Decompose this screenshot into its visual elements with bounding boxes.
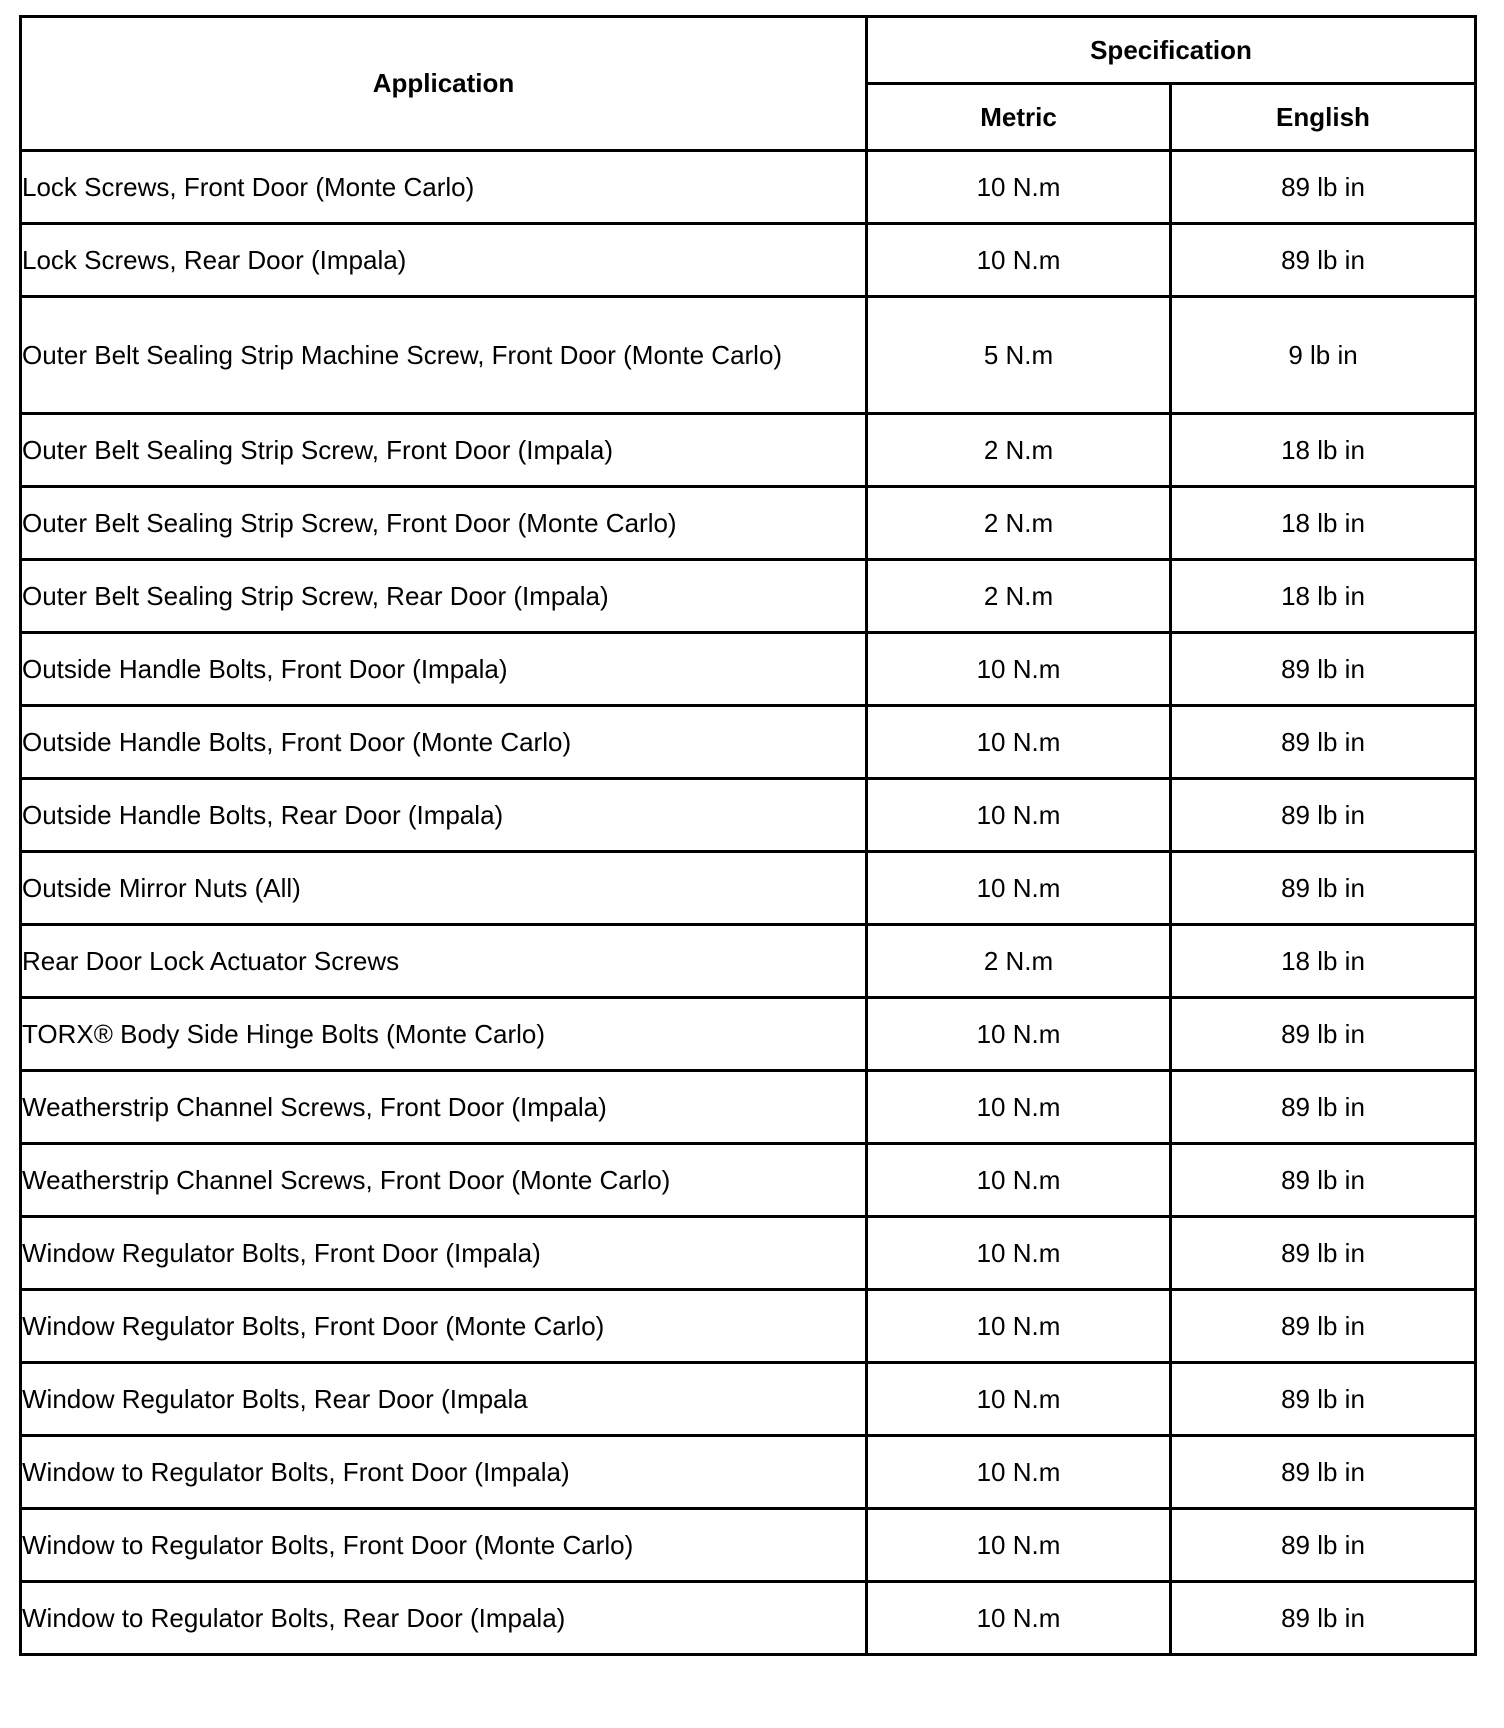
- torque-spec-table: [19, 15, 1477, 1656]
- metric-cell: 10 N.m: [867, 1144, 1171, 1217]
- metric-cell: 10 N.m: [867, 998, 1171, 1071]
- english-cell: 89 lb in: [1171, 1509, 1476, 1582]
- english-cell: 18 lb in: [1171, 414, 1476, 487]
- english-cell: 89 lb in: [1171, 1144, 1476, 1217]
- specification-header: Specification: [867, 17, 1476, 84]
- english-cell: 89 lb in: [1171, 1582, 1476, 1655]
- application-cell: Window to Regulator Bolts, Rear Door (Impala): [21, 1582, 867, 1655]
- application-cell: Window Regulator Bolts, Front Door (Monte Carlo): [21, 1290, 867, 1363]
- application-cell: Weatherstrip Channel Screws, Front Door (Impala): [21, 1071, 867, 1144]
- english-cell: 89 lb in: [1171, 706, 1476, 779]
- metric-cell: 10 N.m: [867, 1509, 1171, 1582]
- table-row: [21, 487, 1476, 560]
- table-row: [21, 633, 1476, 706]
- application-cell: Lock Screws, Rear Door (Impala): [21, 224, 867, 297]
- english-cell: 89 lb in: [1171, 1290, 1476, 1363]
- table-row: [21, 779, 1476, 852]
- table-row: [21, 1363, 1476, 1436]
- application-cell: TORX® Body Side Hinge Bolts (Monte Carlo): [21, 998, 867, 1071]
- metric-cell: 10 N.m: [867, 706, 1171, 779]
- application-cell: Window Regulator Bolts, Front Door (Impala): [21, 1217, 867, 1290]
- english-cell: 89 lb in: [1171, 998, 1476, 1071]
- application-cell: Outer Belt Sealing Strip Screw, Rear Door (Impala): [21, 560, 867, 633]
- application-cell: Outside Mirror Nuts (All): [21, 852, 867, 925]
- table-row: [21, 297, 1476, 414]
- metric-cell: 10 N.m: [867, 852, 1171, 925]
- metric-cell: 10 N.m: [867, 1217, 1171, 1290]
- metric-cell: 10 N.m: [867, 1071, 1171, 1144]
- application-cell: Outside Handle Bolts, Front Door (Impala): [21, 633, 867, 706]
- english-cell: 89 lb in: [1171, 1071, 1476, 1144]
- metric-cell: 10 N.m: [867, 1363, 1171, 1436]
- table-row: [21, 224, 1476, 297]
- table-row: [21, 852, 1476, 925]
- metric-cell: 2 N.m: [867, 487, 1171, 560]
- table-row: [21, 1144, 1476, 1217]
- metric-cell: 10 N.m: [867, 633, 1171, 706]
- table-row: [21, 151, 1476, 224]
- metric-cell: 10 N.m: [867, 779, 1171, 852]
- english-cell: 89 lb in: [1171, 1436, 1476, 1509]
- english-cell: 89 lb in: [1171, 779, 1476, 852]
- english-header: English: [1171, 84, 1476, 151]
- table-row: [21, 414, 1476, 487]
- application-cell: Outside Handle Bolts, Front Door (Monte Carlo): [21, 706, 867, 779]
- table-row: [21, 560, 1476, 633]
- english-cell: 89 lb in: [1171, 633, 1476, 706]
- table-row: [21, 706, 1476, 779]
- application-cell: Window to Regulator Bolts, Front Door (Impala): [21, 1436, 867, 1509]
- metric-cell: 2 N.m: [867, 925, 1171, 998]
- metric-cell: 10 N.m: [867, 1290, 1171, 1363]
- table-row: [21, 1509, 1476, 1582]
- english-cell: 89 lb in: [1171, 1363, 1476, 1436]
- metric-cell: 10 N.m: [867, 224, 1171, 297]
- application-cell: Weatherstrip Channel Screws, Front Door (Monte Carlo): [21, 1144, 867, 1217]
- english-cell: 89 lb in: [1171, 1217, 1476, 1290]
- header-row-top: [21, 17, 1476, 84]
- metric-cell: 10 N.m: [867, 1436, 1171, 1509]
- application-cell: Outer Belt Sealing Strip Machine Screw, Front Door (Monte Carlo): [21, 297, 867, 414]
- application-header: Application: [21, 17, 867, 151]
- english-cell: 89 lb in: [1171, 151, 1476, 224]
- metric-cell: 2 N.m: [867, 560, 1171, 633]
- english-cell: 18 lb in: [1171, 487, 1476, 560]
- table-row: [21, 1071, 1476, 1144]
- english-cell: 18 lb in: [1171, 560, 1476, 633]
- application-cell: Outer Belt Sealing Strip Screw, Front Door (Impala): [21, 414, 867, 487]
- table-row: [21, 998, 1476, 1071]
- english-cell: 18 lb in: [1171, 925, 1476, 998]
- application-cell: Window Regulator Bolts, Rear Door (Impala: [21, 1363, 867, 1436]
- table-row: [21, 925, 1476, 998]
- metric-cell: 10 N.m: [867, 1582, 1171, 1655]
- application-cell: Lock Screws, Front Door (Monte Carlo): [21, 151, 867, 224]
- metric-header: Metric: [867, 84, 1171, 151]
- english-cell: 89 lb in: [1171, 224, 1476, 297]
- table-row: [21, 1436, 1476, 1509]
- application-cell: Window to Regulator Bolts, Front Door (Monte Carlo): [21, 1509, 867, 1582]
- table-row: [21, 1290, 1476, 1363]
- metric-cell: 2 N.m: [867, 414, 1171, 487]
- table-row: [21, 1217, 1476, 1290]
- application-cell: Outside Handle Bolts, Rear Door (Impala): [21, 779, 867, 852]
- application-cell: Outer Belt Sealing Strip Screw, Front Door (Monte Carlo): [21, 487, 867, 560]
- metric-cell: 5 N.m: [867, 297, 1171, 414]
- metric-cell: 10 N.m: [867, 151, 1171, 224]
- english-cell: 9 lb in: [1171, 297, 1476, 414]
- table-row: [21, 1582, 1476, 1655]
- application-cell: Rear Door Lock Actuator Screws: [21, 925, 867, 998]
- english-cell: 89 lb in: [1171, 852, 1476, 925]
